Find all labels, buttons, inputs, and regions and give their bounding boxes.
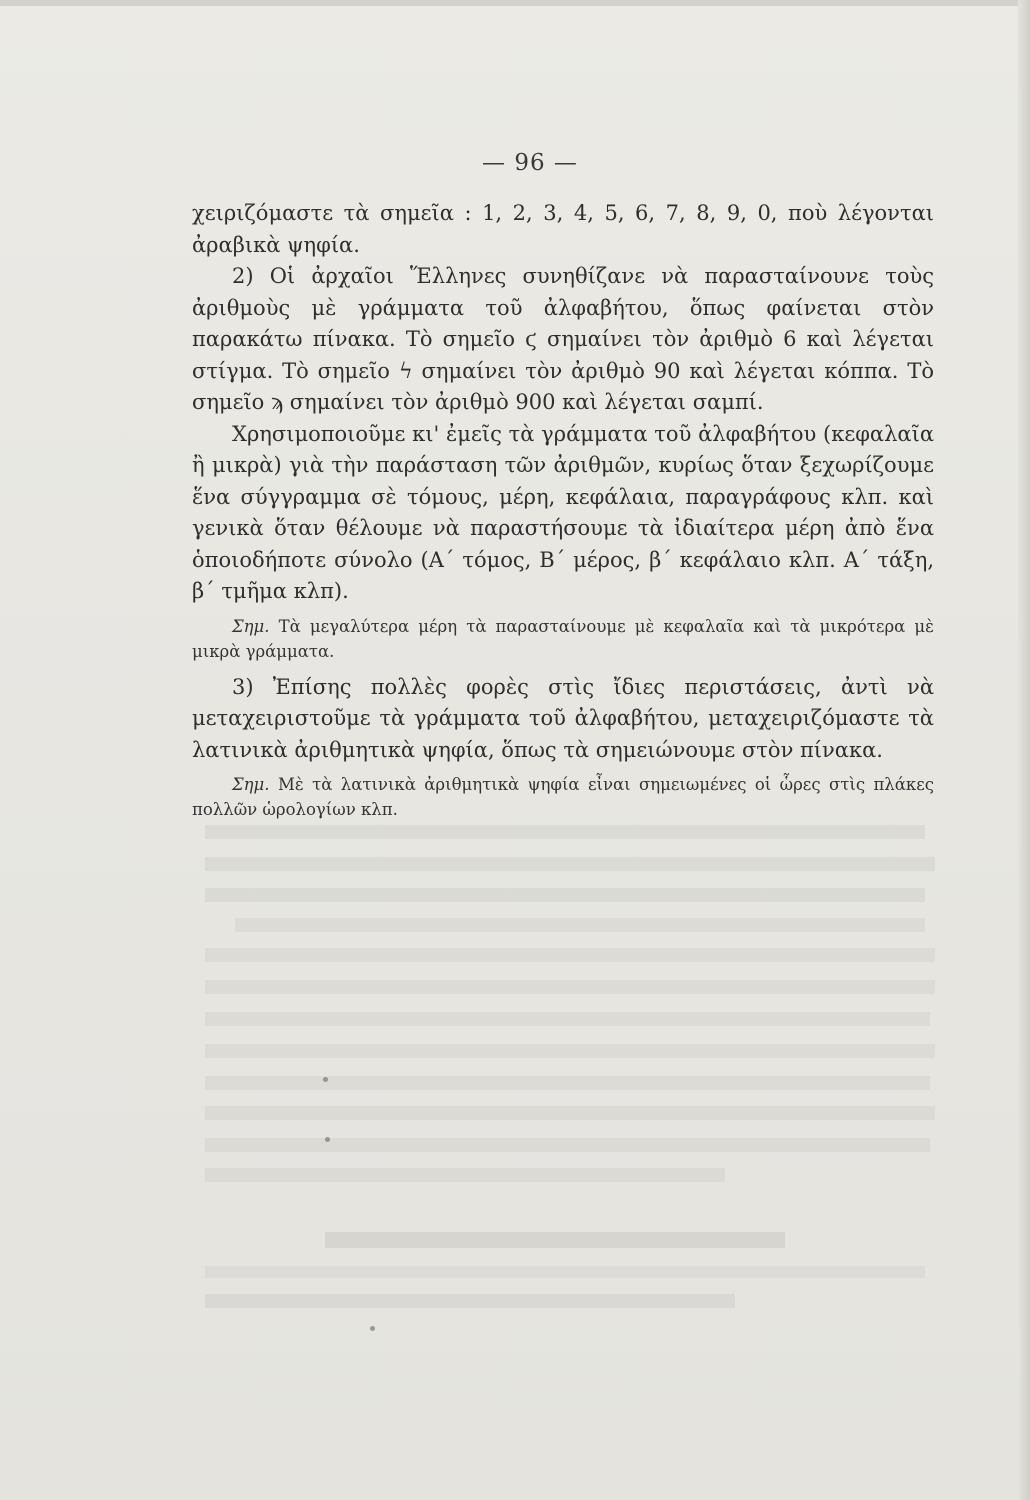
note-label: Σημ. (232, 775, 270, 794)
footnote-1 (192, 614, 934, 664)
bleed-through-line (205, 1044, 935, 1058)
speck (323, 1077, 328, 1082)
page-right-edge (1018, 0, 1030, 1500)
bleed-through-line (205, 888, 925, 902)
footnote-2 (192, 772, 934, 822)
bleed-through-line (205, 1168, 725, 1182)
bleed-through-line (205, 1106, 935, 1120)
paragraph-arabic-digits: χειριζόμαστε τὰ σημεῖα : 1, 2, 3, 4, 5, 6, 7, 8, 9, 0, ποὺ λέγονται ἀραβικὰ ψηφία. (192, 201, 934, 257)
bleed-through-heading (325, 1232, 785, 1248)
bleed-through-line (205, 1076, 930, 1090)
bleed-through-line (205, 948, 935, 962)
paragraph-latin-numerals: 3) Ἐπίσης πολλὲς φορὲς στὶς ἴδιες περιστάσεις, ἀντὶ νὰ μεταχειριστοῦμε τὰ γράμματα τοῦ ἀλφαβήτου, μεταχειριζόμαστε τὰ λατινικὰ ἀριθμητικὰ ψηφία, ὅπως τὰ σημειώνουμε στὸν πίνακα. (192, 674, 934, 762)
bleed-through-line (205, 1012, 930, 1026)
bleed-through-line (205, 1138, 930, 1152)
note-label: Σημ. (232, 616, 270, 636)
bleed-through-line (205, 980, 935, 994)
note-text: Τὰ μεγαλύτερα μέρη τὰ παρασταίνουμε μὲ κεφαλαῖα καὶ τὰ μικρότερα μὲ μικρὰ γράμματα. (192, 616, 934, 661)
body-text (192, 198, 934, 830)
speck (370, 1326, 375, 1331)
note-text: Μὲ τὰ λατινικὰ ἀριθμητικὰ ψηφία εἶναι σημειωμένες οἱ ὧρες στὶς πλάκες πολλῶν ὡρολογίων κλπ. (192, 775, 935, 819)
paragraph-ancient-greek-numerals: 2) Οἱ ἀρχαῖοι Ἕλληνες συνηθίζανε νὰ παρασταίνουνε τοὺς ἀριθμοὺς μὲ γράμματα τοῦ ἀλφαβήτου, ὅπως φαίνεται στὸν παρακάτω πίνακα. Τὸ σημεῖο ϛ σημαίνει τὸν ἀριθμὸ 6 καὶ λέγεται στίγμα. Τὸ σημεῖο ϟ σημαίνει τὸν ἀριθμὸ 90 καὶ λέγεται κόππα. Τὸ σημεῖο ϡ σημαίνει τὸν ἀριθμὸ 900 καὶ λέγεται σαμπί. (192, 264, 934, 414)
bleed-through-line (205, 1266, 925, 1278)
paragraph-letter-numbering: Χρησιμοποιοῦμε κι' ἐμεῖς τὰ γράμματα τοῦ ἀλφαβήτου (κεφαλαῖα ἢ μικρὰ) γιὰ τὴν παράσταση τῶν ἀριθμῶν, κυρίως ὅταν ξεχωρίζουμε ἕνα σύγγραμμα σὲ τόμους, μέρη, κεφάλαια, παραγράφους κλπ. καὶ γενικὰ ὅταν θέλουμε νὰ παραστήσουμε τὰ ἰδιαίτερα μέρη ἀπὸ ἕνα ὁποιοδήποτε σύνολο (Α΄ τόμος, Β΄ μέρος, β΄ κεφάλαιο κλπ. Α΄ τάξη, β΄ τμῆμα κλπ). (192, 421, 934, 603)
bleed-through-line (205, 857, 935, 871)
page-number: — 96 — (482, 150, 578, 176)
bleed-through-line (205, 1294, 735, 1308)
bleed-through-line (235, 918, 925, 932)
page-top-edge (0, 0, 1030, 6)
speck (325, 1137, 330, 1142)
